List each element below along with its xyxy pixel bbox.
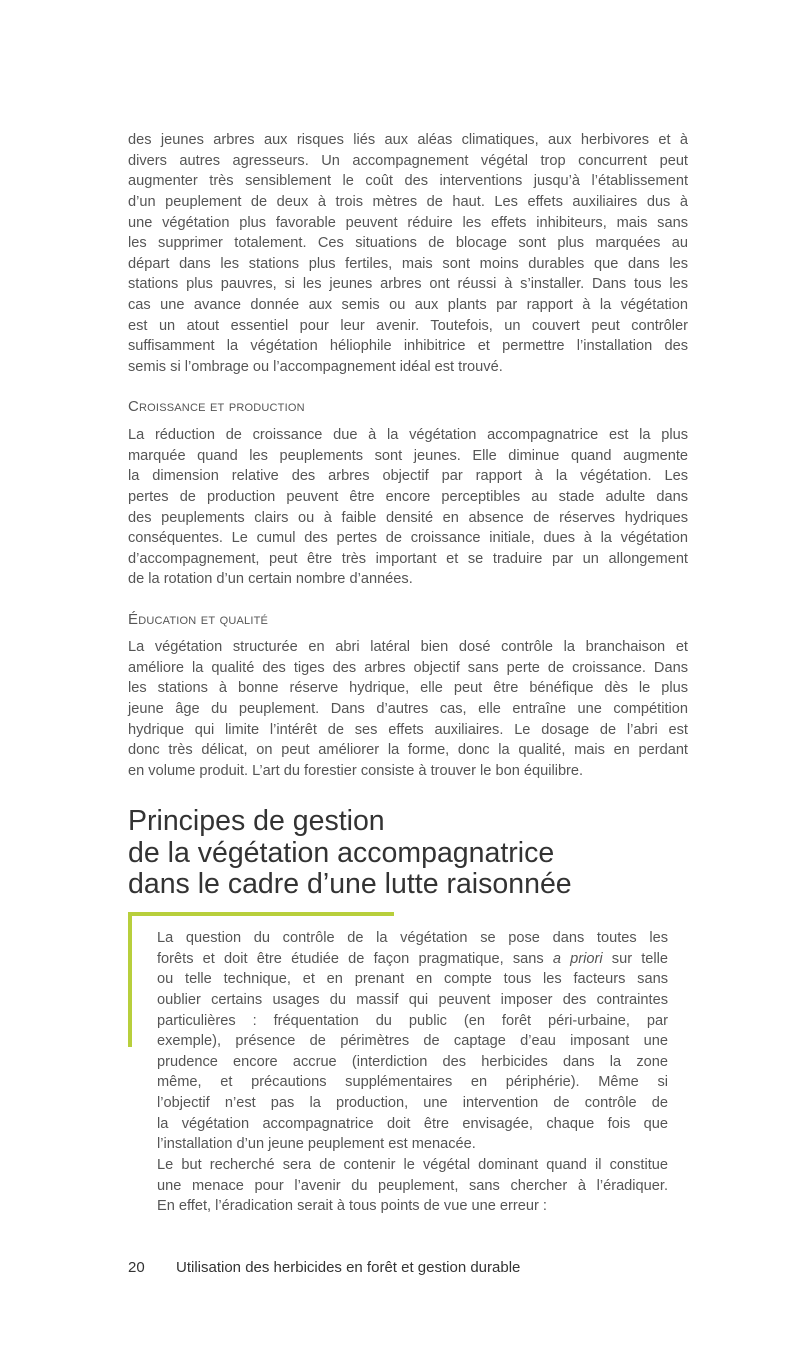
text-line: pertes de production peuvent être encore perceptibles au stade adulte dans bbox=[128, 488, 688, 505]
accent-bar-left bbox=[128, 912, 132, 1047]
accent-bar-top bbox=[128, 912, 394, 916]
section-heading: Éducation et qualité bbox=[128, 611, 269, 628]
text-line: prudence encore accrue (interdiction des herbicides dans la zone bbox=[157, 1053, 668, 1070]
section-education bbox=[128, 610, 688, 781]
text-line: la végétation accompagnatrice doit être envisagée, chaque fois que bbox=[157, 1115, 668, 1132]
text-line: stations plus pauvres, si les jeunes arbres ont réussi à s’installer. Dans tous les bbox=[128, 276, 688, 293]
text-line: marquée quand les peuplements sont jeunes. Elle diminue quand augmente bbox=[128, 447, 688, 464]
text-line: de la rotation d’un certain nombre d’années. bbox=[128, 571, 413, 588]
text-line: les stations à bonne réserve hydrique, elle peut être bénéfique dès le plus bbox=[128, 680, 688, 697]
text-line: une menace pour l’avenir du peuplement, sans chercher à l’éradiquer. bbox=[157, 1177, 668, 1194]
text-line: La végétation structurée en abri latéral bien dosé contrôle la branchaison et bbox=[128, 639, 688, 655]
text-line: même, et précautions supplémentaires en périphérie). Même si bbox=[157, 1074, 668, 1091]
text-line: cas une avance donnée aux semis ou aux plants par rapport à la végétation bbox=[128, 297, 688, 314]
text-line: d’un peuplement de deux à trois mètres de haut. Les effets auxiliaires dus à bbox=[128, 193, 688, 210]
heading-line: de la végétation accompagnatrice bbox=[128, 836, 555, 869]
text-line: hydrique qui limite l’intérêt de ses effets auxiliaires. Le dosage de l’abri est bbox=[128, 721, 688, 738]
text-line: divers autres agresseurs. Un accompagnement végétal trop concurrent peut bbox=[128, 152, 688, 169]
text-line: les supprimer totalement. Ces situations de blocage sont plus marquées au bbox=[128, 235, 688, 252]
text-line: améliore la qualité des tiges des arbres objectif sans perte de croissance. Dans bbox=[128, 659, 688, 676]
text-line: oublier certains usages du massif qui peuvent imposer des contraintes bbox=[157, 991, 668, 1008]
text-line: conséquentes. Le cumul des pertes de croissance initiale, dues à la végétation bbox=[128, 530, 688, 547]
text-line: jeune âge du peuplement. Dans d’autres cas, elle entraîne une compétition bbox=[128, 700, 688, 717]
main-heading bbox=[128, 806, 688, 901]
text-line: des peuplements clairs ou à faible densité en absence de réserves hydriques bbox=[128, 509, 688, 526]
paragraph-intro bbox=[128, 130, 688, 378]
section-heading: Croissance et production bbox=[128, 398, 305, 415]
text-line: exemple), présence de périmètres de captage d’eau imposant une bbox=[157, 1033, 668, 1050]
text-line: des jeunes arbres aux risques liés aux aléas climatiques, aux herbivores et à bbox=[128, 132, 688, 148]
footer-title: Utilisation des herbicides en forêt et gestion durable bbox=[176, 1259, 521, 1276]
text-line: la dimension relative des arbres objectif par rapport à la végétation. Les bbox=[128, 468, 688, 485]
heading-line: dans le cadre d’une lutte raisonnée bbox=[128, 868, 572, 900]
text-line: est un atout essentiel pour leur avenir. Toutefois, un couvert peut contrôler bbox=[128, 317, 688, 334]
text-line: l’installation d’un jeune peuplement est menacée. bbox=[157, 1136, 476, 1153]
text-line: une végétation plus favorable peuvent réduire les effets inhibiteurs, mais sans bbox=[128, 214, 688, 231]
text-line: augmenter très sensiblement le coût des interventions jusqu’à l’établissement bbox=[128, 173, 688, 190]
text-line: forêts et doit être étudiée de façon pragmatique, sans a priori sur telle bbox=[157, 950, 669, 967]
text-line: suffisamment la végétation héliophile inhibitrice et permettre l’installation des bbox=[128, 338, 688, 355]
text-line: en volume produit. L’art du forestier consiste à trouver le bon équilibre. bbox=[128, 762, 584, 779]
text-line: ou telle technique, et en prenant en compte tous les facteurs sans bbox=[157, 971, 668, 988]
text-line: particulières : fréquentation du public (en forêt péri-urbaine, par bbox=[157, 1012, 668, 1029]
text-line: d’accompagnement, peut être très important et se traduire par un allongement bbox=[128, 550, 688, 567]
text-line: Le but recherché sera de contenir le végétal dominant quand il constitue bbox=[157, 1157, 668, 1174]
heading-line: Principes de gestion bbox=[128, 805, 385, 837]
page-number: 20 bbox=[128, 1259, 145, 1276]
section-croissance bbox=[128, 397, 688, 590]
text-line: donc très délicat, on peut améliorer la forme, donc la qualité, mais en perdant bbox=[128, 742, 688, 759]
text-line: En effet, l’éradication serait à tous points de vue une erreur : bbox=[157, 1198, 547, 1215]
text-line: La question du contrôle de la végétation se pose dans toutes les bbox=[157, 930, 668, 946]
page-footer bbox=[128, 1259, 520, 1276]
text-line: départ dans les stations plus fertiles, mais sont moins durables que dans les bbox=[128, 255, 688, 272]
text-line: La réduction de croissance due à la végétation accompagnatrice est la plus bbox=[128, 427, 688, 443]
callout-box bbox=[157, 928, 668, 1217]
text-line: l’objectif n’est pas la production, une intervention de contrôle de bbox=[157, 1095, 668, 1112]
text-line: semis si l’ombrage ou l’accompagnement idéal est trouvé. bbox=[128, 359, 503, 376]
